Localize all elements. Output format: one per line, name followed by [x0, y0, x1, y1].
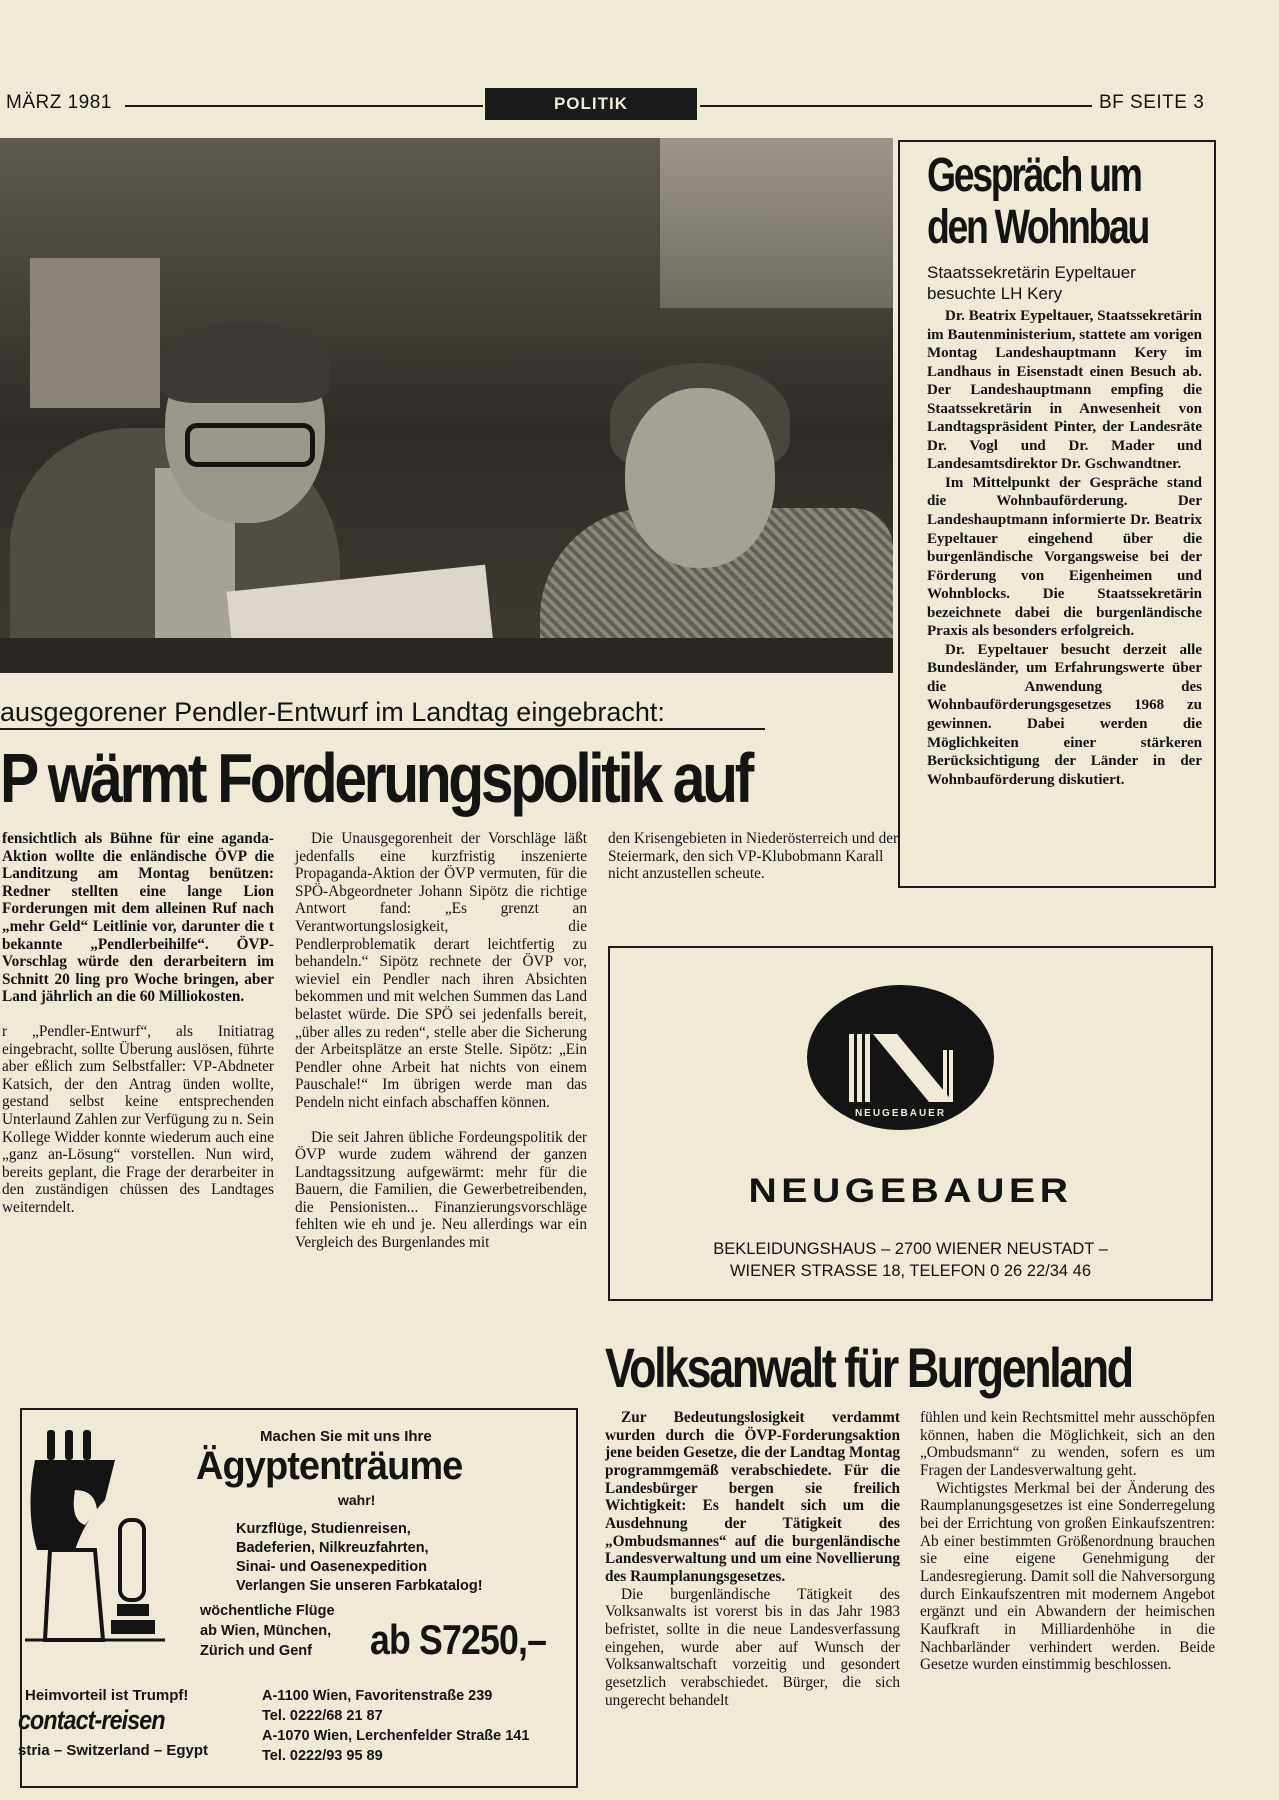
sidebar-paragraph: Dr. Eypeltauer besucht derzeit alle Bundesländer, um Erfahrungswerte über die Anwendung des Wohnbauförderungsgesetzes 1968 zu gewinnen. Dabei werden die Möglichkeiten einer stärkeren Berücksichtigung der Länder in der Wohnbauförderung diskutiert. — [927, 641, 1202, 788]
travel-slogan: Heimvorteil ist Trumpf! — [25, 1687, 189, 1704]
main-article-column-2 — [295, 830, 587, 1252]
header-rule-left — [125, 105, 483, 107]
list-item: A-1070 Wien, Lerchenfelder Straße 141 — [262, 1728, 530, 1744]
kicker-rule — [0, 728, 765, 730]
main-article-headline: P wärmt Forderungspolitik auf — [0, 739, 751, 817]
list-item: Sinai- und Oasenexpedition — [236, 1559, 427, 1575]
travel-price: ab S7250,– — [370, 1616, 547, 1663]
body-paragraph: Die burgenländische Tätigkeit des Volksanwalts ist vorerst bis in das Jahr 1983 befristet, sollte in die neue Landesverfassung eingehen, wurde aber auf Wunsch der Volksanwaltschaft vorzeitig und gesondert gesetzlich verabschiedet. Bürger, die sich ungerecht behandelt — [605, 1585, 900, 1709]
section-label: POLITIK — [553, 94, 629, 113]
list-item: A-1100 Wien, Favoritenstraße 239 — [262, 1688, 493, 1704]
logo-caption: NEUGEBAUER — [854, 1108, 947, 1119]
list-item: Tel. 0222/93 95 89 — [262, 1748, 383, 1764]
travel-brand: contact-reisen — [18, 1705, 165, 1735]
travel-flights — [200, 1601, 335, 1661]
travel-offers — [236, 1520, 483, 1596]
volksanwalt-column-2 — [920, 1409, 1215, 1674]
main-article-column-1 — [2, 830, 274, 1216]
lead-paragraph: Zur Bedeutungslosigkeit verdammt wurden durch die ÖVP-Forderungsaktion jene beiden Gesetze, die der Landtag Montag programmgemäß verabschiedete. Für die Landesbürger bergen sie freilich Wichtigkeit: Es handelt sich um die Ausdehnung der Tätigkeit des „Ombudsmannes“ auf die burgenländische Landesverwaltung und um eine Novellierung des Raumplanungsgesetzes. — [605, 1409, 901, 1585]
sidebar-paragraph: Im Mittelpunkt der Gespräche stand die Wohnbauförderung. Der Landeshauptmann informierte Dr. Beatrix Eypeltauer eingehend über die burgenländische Vorgangsweise bei der Förderung von Eigenheimen und Wohnblocks. Die Staatssekretärin bezeichnete dabei die burgenländische Praxis als besonders erfolgreich. — [927, 474, 1202, 640]
volksanwalt-headline: Volksanwalt für Burgenland — [605, 1336, 1132, 1399]
issue-date: MÄRZ 1981 — [6, 92, 112, 113]
egyptian-pharaoh-illustration-icon — [25, 1430, 175, 1660]
body-paragraph: Wichtigstes Merkmal bei der Änderung des Raumplanungsgesetzes ist eine Sonderregelung bei der Errichtung von großen Einkaufszentren: Ab einer bestimmten Größenordnung brauchen sie eine eigene Genehmigung der Landesregierung. Damit soll die Nahversorgung durch Einkaufszentren mit modernem Angebot ergänzt und ein Abwandern der heimischen Kaufkraft in Milliardenhöhe in die Nachbarländer verhindert werden. Beide Gesetze wurden einstimmig beschlossen. — [920, 1479, 1215, 1674]
body-paragraph: r „Pendler-Entwurf“, als Initiatrag eingebracht, sollte Überung auslösen, führte aber eßlich zum Selbstfaller: VP-Abdneter Katsich, der den Antrag ünden wollte, gestand selbst keine entsprechenden Unterlaund Zahlen zur Verfügung zu n. Sein Kollege Widder konnte wiederum auch eine „ganz an-Lösung“ vorstellen. Nun wird, bereits geplant, die Frage der derarbeiter in den zuständigen chüssen des Landtages weiterndelt. — [2, 1022, 274, 1216]
list-item: Kurzflüge, Studienreisen, — [236, 1521, 411, 1537]
body-paragraph: Die seit Jahren übliche Fordeungspolitik der ÖVP wurde zudem während der ganzen Landtagssitzung aufgewärmt: mehr für die Bauern, die Familien, die Gewerbetreibenden, die Pensionisten... Finanzierungsvorschläge fehlten wie eh und je. Neu allerdings war ein Vergleich des Burgenlandes mit — [295, 1128, 587, 1252]
list-item: Verlangen Sie unseren Farbkatalog! — [236, 1578, 483, 1594]
list-item: wöchentliche Flüge — [200, 1603, 335, 1619]
travel-countries: stria – Switzerland – Egypt — [18, 1742, 209, 1759]
ad-brand-name: NEUGEBAUER — [748, 1172, 1073, 1210]
sidebar-subtitle-line: Staatssekretärin Eypeltauer — [927, 263, 1136, 282]
neugebauer-logo-mark-icon — [845, 1030, 957, 1106]
header-rule-right — [700, 105, 1092, 107]
body-paragraph: den Krisengebieten in Niederösterreich und der Steiermark, den sich VP-Klubobmann Karall nicht anzustellen scheute. — [608, 830, 899, 883]
photo-meeting — [0, 138, 893, 673]
page-number: BF SEITE 3 — [1099, 92, 1205, 113]
ad-address-line: WIENER STRASSE 18, TELEFON 0 26 22/34 46 — [729, 1262, 1092, 1280]
list-item: ab Wien, München, — [200, 1623, 332, 1639]
list-item: Zürich und Genf — [200, 1643, 312, 1659]
list-item: Tel. 0222/68 21 87 — [262, 1708, 383, 1724]
main-article-column-3 — [608, 830, 906, 883]
volksanwalt-column-1 — [605, 1409, 900, 1709]
sidebar-body — [927, 307, 1202, 789]
sidebar-subtitle-line: besuchte LH Kery — [927, 284, 1063, 303]
ad-address-line: BEKLEIDUNGSHAUS – 2700 WIENER NEUSTADT – — [713, 1240, 1108, 1258]
travel-title: Ägyptenträume — [196, 1444, 463, 1488]
main-article-kicker: ausgegorener Pendler-Entwurf im Landtag eingebracht: — [0, 697, 665, 727]
lead-paragraph: fensichtlich als Bühne für eine aganda-Aktion wollte die enländische ÖVP die Landitzung am Montag benützen: Redner stellten eine lange Lion Forderungen mit dem alleinen Ruf nach „mehr Geld“ Leitlinie vor, darunter die t bekannte „Pendlerbeihilfe“. ÖVP-Vorschlag würde den derarbeitern im Schnitt 20 ling pro Woche bringen, aber Land jährlich an die 60 Milliokosten. — [2, 830, 274, 1006]
sidebar-title-line: den Wohnbau — [927, 201, 1149, 254]
sidebar-title — [927, 150, 1150, 254]
list-item: Badeferien, Nilkreuzfahrten, — [236, 1540, 429, 1556]
travel-addresses — [262, 1686, 529, 1766]
section-label-box — [485, 88, 697, 120]
body-paragraph: Die Unausgegorenheit der Vorschläge läßt jedenfalls eine kurzfristig inszenierte Propaganda-Aktion der ÖVP vermuten, für die SPÖ-Abgeordneter Johann Sipötz die richtige Antwort fand: „Es grenzt an Verantwortungslosigkeit, die Pendlerproblematik derart leichtfertig zu behandeln.“ Sipötz rechnete der ÖVP vor, wieviel ein Pendler nach ihren Absichten bekommen und mit welchen Summen das Land belastet würde. Die SPÖ sei jedenfalls bereit, „über alles zu reden“, stelle aber die Sicherung der Arbeitsplätze an erste Stelle. Sipötz: „Ein Pendler ohne Arbeit hat nichts von einem Pauschale!“ Im übrigen werde man das Pendeln nicht einfach abschaffen können. — [295, 830, 587, 1111]
body-paragraph: fühlen und kein Rechtsmittel mehr ausschöpfen können, haben die Möglichkeit, sich an den „Ombudsmann“ zu wenden, sofern es um Fragen der Landesverwaltung geht. — [920, 1409, 1215, 1479]
sidebar-title-line: Gespräch um — [927, 149, 1141, 202]
travel-intro: Machen Sie mit uns Ihre — [260, 1428, 432, 1445]
sidebar-subtitle — [927, 262, 1202, 304]
sidebar-paragraph: Dr. Beatrix Eypeltauer, Staatssekretärin im Bautenministerium, stattete am vorigen Montag Landeshauptmann Kery im Landhaus in Eisenstadt einen Besuch ab. Der Landeshauptmann empfing die Staatssekretärin in Anwesenheit von Landtagspräsident Pinter, der Landesräte Dr. Vogl und Dr. Mader und Landesamtsdirektor Dr. Gschwandtner. — [927, 308, 1202, 473]
travel-title-suffix: wahr! — [338, 1492, 376, 1508]
ad-address — [608, 1238, 1213, 1282]
